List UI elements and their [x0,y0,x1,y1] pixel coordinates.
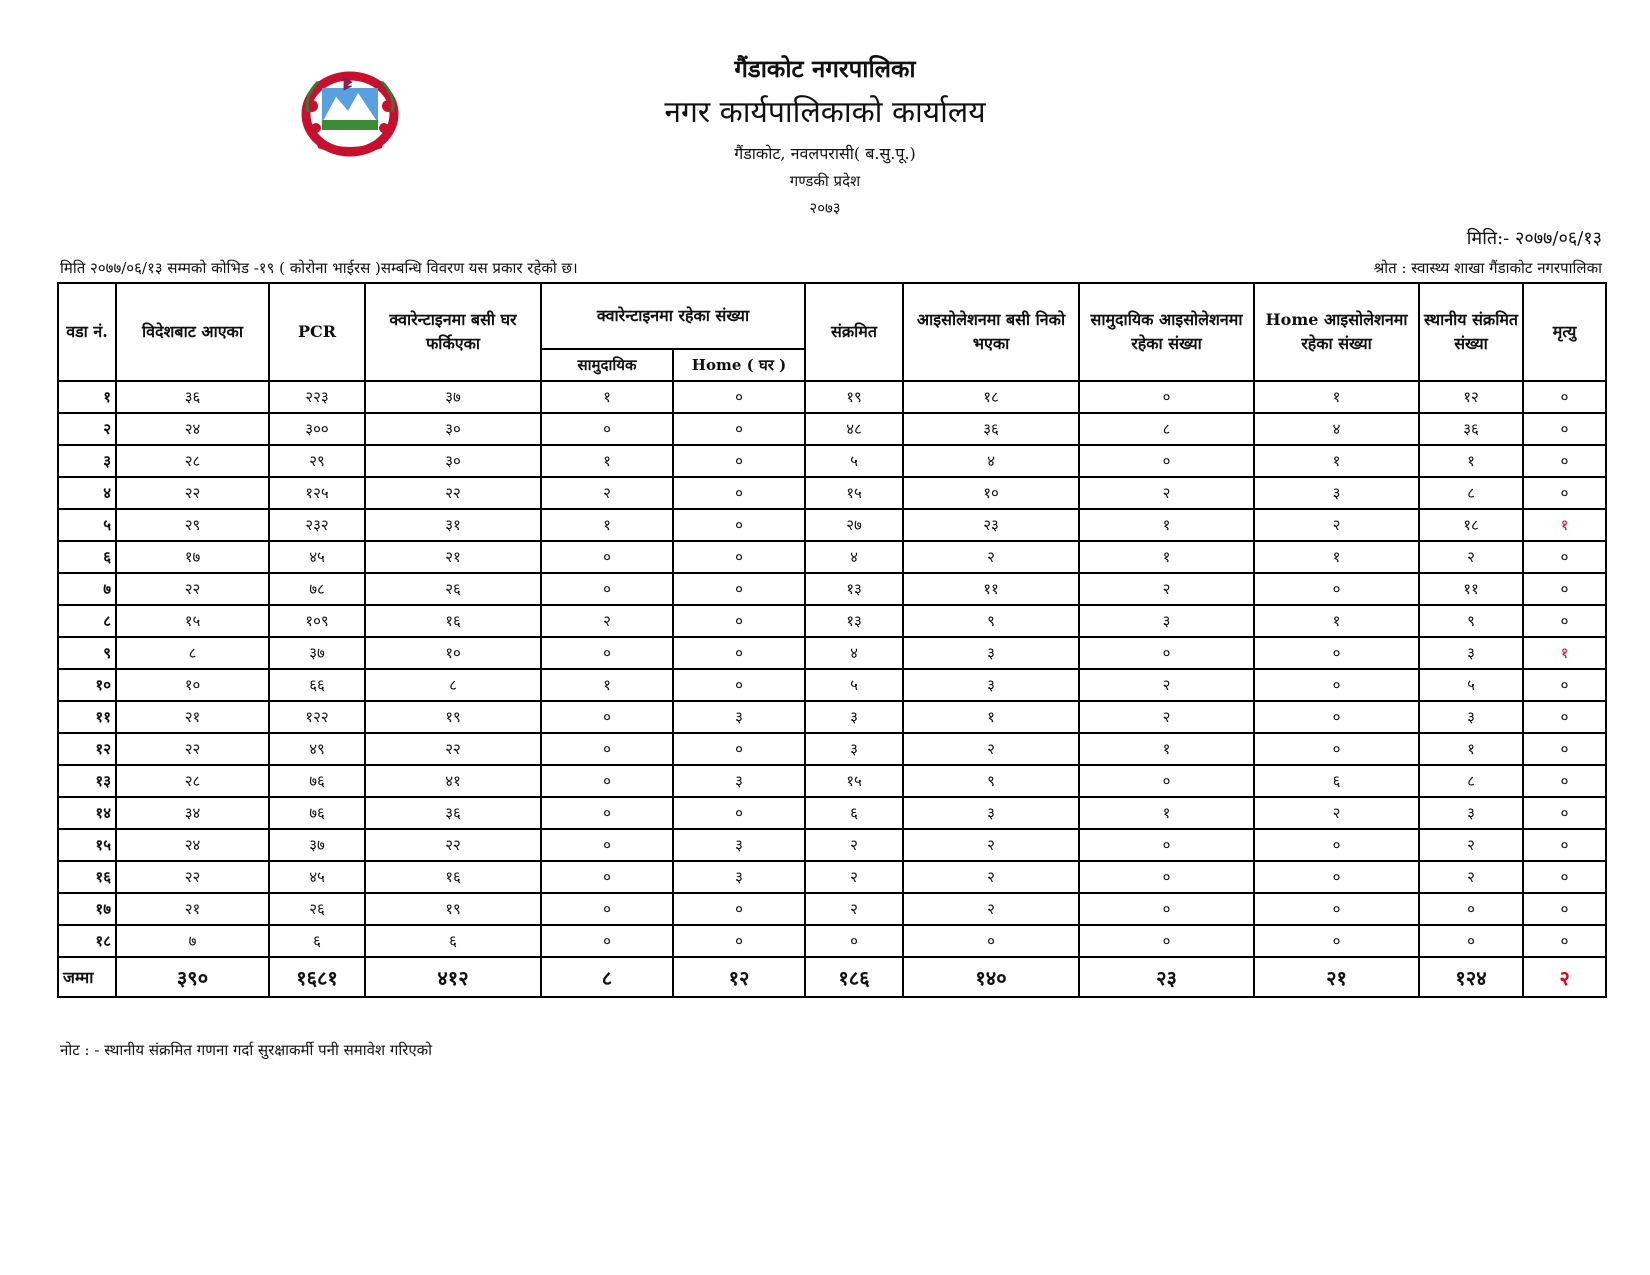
table-cell: ३ [1419,637,1523,669]
table-cell: ८ [1079,413,1254,445]
total-cell: १६८१ [269,957,365,997]
table-cell: ० [1254,637,1419,669]
table-cell: ३ [903,637,1079,669]
table-cell: ० [1079,381,1254,413]
table-cell: ८ [365,669,541,701]
table-cell: २२ [365,477,541,509]
municipality-name: गैंडाकोट नगरपालिका [734,54,916,83]
col-header-community: सामुदायिक [541,349,673,381]
table-cell: २१ [116,701,269,733]
table-cell: ० [673,605,805,637]
table-row [58,733,1606,765]
table-cell: २८ [116,445,269,477]
table-cell: ४८ [805,413,903,445]
death-cell: ० [1523,573,1606,605]
table-cell: ३४ [116,797,269,829]
death-cell: ० [1523,893,1606,925]
total-cell: ४१२ [365,957,541,997]
table-cell: १ [1254,541,1419,573]
table-cell: २९ [116,509,269,541]
table-cell: १२२ [269,701,365,733]
table-cell: २ [1419,861,1523,893]
table-cell: ० [673,637,805,669]
table-cell: ० [673,381,805,413]
table-cell: १ [1079,541,1254,573]
table-cell: ० [673,797,805,829]
report-date: मिति:- २०७७/०६/१३ [1466,228,1602,249]
table-cell: २२ [116,573,269,605]
table-cell: ० [541,765,673,797]
report-intro: मिति २०७७/०६/१३ सम्मको कोभिड -१९ ( कोरोना भाईरस )सम्बन्धि विवरण यस प्रकार रहेको छ। [60,259,578,277]
table-cell: २ [805,861,903,893]
table-cell: ८ [116,637,269,669]
table-cell: ० [1079,765,1254,797]
table-cell: ० [1254,701,1419,733]
table-cell: ० [673,445,805,477]
table-cell: ० [673,477,805,509]
table-cell: १ [1419,733,1523,765]
table-cell: ३० [365,445,541,477]
table-cell: ६ [365,925,541,957]
table-cell: २३२ [269,509,365,541]
table-cell: २२ [365,733,541,765]
table-cell: ३ [1419,797,1523,829]
table-cell: २७ [805,509,903,541]
table-row [58,509,1606,541]
table-cell: ७६ [269,765,365,797]
table-cell: ८ [1419,477,1523,509]
table-cell: ० [541,733,673,765]
table-cell: ० [673,541,805,573]
total-cell: २३ [1079,957,1254,997]
table-cell: २ [903,893,1079,925]
table-row [58,445,1606,477]
table-cell: २ [1419,541,1523,573]
death-cell: ० [1523,541,1606,573]
col-header-in-quarantine: क्वारेन्टाइनमा रहेका संख्या [541,283,805,349]
table-row [58,765,1606,797]
table-cell: ० [1254,861,1419,893]
table-row [58,477,1606,509]
table-cell: २ [1079,573,1254,605]
table-cell: ३७ [269,637,365,669]
death-cell: ० [1523,381,1606,413]
table-cell: ३ [903,797,1079,829]
table-cell: ३७ [365,381,541,413]
table-row [58,541,1606,573]
footnote: नोट : - स्थानीय संक्रमित गणना गर्दा सुरक्षाकर्मी पनी समावेश गरिएको [60,1041,433,1059]
table-cell: ३ [673,861,805,893]
ward-cell: १७ [58,893,116,925]
table-cell: १७ [116,541,269,573]
table-cell: ३६ [365,797,541,829]
total-cell: ३९० [116,957,269,997]
table-cell: ११ [1419,573,1523,605]
table-row [58,605,1606,637]
table-cell: ० [541,861,673,893]
col-header-returned-home: क्वारेन्टाइनमा बसी घर फर्किएका [365,283,541,381]
death-cell: ० [1523,925,1606,957]
table-cell: २४ [116,413,269,445]
table-cell: ८ [1419,765,1523,797]
death-cell: ० [1523,765,1606,797]
col-header-ward: वडा नं. [58,283,116,381]
table-cell: ६६ [269,669,365,701]
ward-cell: ७ [58,573,116,605]
table-row [58,893,1606,925]
table-cell: १ [541,445,673,477]
ward-cell: १४ [58,797,116,829]
table-cell: १९ [805,381,903,413]
table-cell: ० [1079,925,1254,957]
table-cell: १० [116,669,269,701]
table-cell: ३७ [269,829,365,861]
table-cell: २२ [116,733,269,765]
table-cell: ५ [1419,669,1523,701]
table-cell: १ [1419,445,1523,477]
table-row [58,925,1606,957]
table-cell: १ [903,701,1079,733]
office-title: नगर कार्यपालिकाको कार्यालय [664,95,986,130]
death-cell: ० [1523,797,1606,829]
table-cell: ० [541,541,673,573]
table-cell: १ [541,381,673,413]
table-cell: १८ [1419,509,1523,541]
table-cell: ३ [1254,477,1419,509]
data-source: श्रोत : स्वास्थ्य शाखा गैंडाकोट नगरपालिका [1373,259,1602,277]
table-cell: ७ [116,925,269,957]
table-cell: ३ [673,765,805,797]
table-row [58,829,1606,861]
table-cell: १८ [903,381,1079,413]
col-header-home-isolation: Home आइसोलेशनमा रहेका संख्या [1254,283,1419,381]
table-cell: ० [673,733,805,765]
table-cell: ३ [673,701,805,733]
covid-ward-table [57,282,1607,998]
table-cell: ३ [1079,605,1254,637]
table-cell: ० [903,925,1079,957]
table-row [58,797,1606,829]
table-cell: ३ [1419,701,1523,733]
table-cell: ० [541,573,673,605]
table-cell: १० [903,477,1079,509]
table-cell: ० [541,637,673,669]
ward-cell: १० [58,669,116,701]
table-cell: ० [673,669,805,701]
established-year: २०७३ [809,199,841,217]
province-name: गण्डकी प्रदेश [789,172,861,190]
ward-cell: ४ [58,477,116,509]
death-cell: ० [1523,669,1606,701]
table-cell: १ [1079,509,1254,541]
death-cell: १ [1523,509,1606,541]
table-row [58,573,1606,605]
table-cell: ० [1254,669,1419,701]
ward-cell: ११ [58,701,116,733]
table-cell: ९ [903,765,1079,797]
table-cell: ३६ [116,381,269,413]
table-cell: ४ [805,637,903,669]
table-cell: १२५ [269,477,365,509]
table-cell: ४ [1254,413,1419,445]
table-cell: १९ [365,701,541,733]
table-cell: ० [673,413,805,445]
ward-cell: ५ [58,509,116,541]
table-cell: २८ [116,765,269,797]
table-cell: ० [541,829,673,861]
table-cell: ११ [903,573,1079,605]
table-cell: ४ [805,541,903,573]
table-cell: ० [1254,733,1419,765]
table-cell: ० [1254,925,1419,957]
table-cell: ५ [805,445,903,477]
table-cell: ० [805,925,903,957]
col-header-recovered: आइसोलेशनमा बसी निको भएका [903,283,1079,381]
table-cell: ० [541,701,673,733]
total-cell: १२ [673,957,805,997]
table-cell: ३०० [269,413,365,445]
nepal-emblem-logo [296,66,404,162]
table-cell: ३ [903,669,1079,701]
table-cell: १ [1079,797,1254,829]
table-cell: ३६ [1419,413,1523,445]
table-cell: ० [541,797,673,829]
table-cell: १९ [365,893,541,925]
death-cell: ० [1523,733,1606,765]
table-cell: ० [541,413,673,445]
table-cell: २ [805,893,903,925]
table-cell: ० [1079,861,1254,893]
death-cell: ० [1523,605,1606,637]
table-cell: ४५ [269,861,365,893]
table-cell: ३ [805,733,903,765]
table-cell: २ [1079,701,1254,733]
table-cell: २ [1254,797,1419,829]
ward-cell: १८ [58,925,116,957]
death-cell: ० [1523,413,1606,445]
ward-cell: १६ [58,861,116,893]
table-cell: ९ [903,605,1079,637]
table-cell: २१ [116,893,269,925]
table-cell: ० [1419,893,1523,925]
table-cell: १० [365,637,541,669]
table-cell: ० [1419,925,1523,957]
col-header-pcr: PCR [269,283,365,381]
total-death-cell: २ [1523,957,1606,997]
ward-cell: २ [58,413,116,445]
table-row [58,413,1606,445]
totals-label: जम्मा [58,957,116,997]
table-cell: ३१ [365,509,541,541]
table-cell: ४५ [269,541,365,573]
table-cell: ० [1254,573,1419,605]
table-cell: १६ [365,861,541,893]
table-cell: ० [541,893,673,925]
table-row [58,701,1606,733]
table-cell: १ [1254,445,1419,477]
table-cell: ० [1079,637,1254,669]
table-cell: २ [1079,669,1254,701]
table-cell: २६ [269,893,365,925]
table-row [58,861,1606,893]
col-header-abroad: विदेशबाट आएका [116,283,269,381]
table-cell: ० [673,893,805,925]
ward-cell: ६ [58,541,116,573]
table-cell: ३० [365,413,541,445]
table-cell: ० [673,509,805,541]
table-cell: १०९ [269,605,365,637]
death-cell: ० [1523,829,1606,861]
table-cell: २ [1079,477,1254,509]
death-cell: ० [1523,701,1606,733]
table-cell: १६ [365,605,541,637]
table-cell: २ [903,733,1079,765]
table-cell: ० [1254,829,1419,861]
table-cell: ० [541,925,673,957]
table-cell: ६ [1254,765,1419,797]
table-cell: ० [673,573,805,605]
ward-cell: ८ [58,605,116,637]
table-cell: २ [541,477,673,509]
table-row [58,669,1606,701]
table-cell: ४१ [365,765,541,797]
col-header-infected: संक्रमित [805,283,903,381]
table-cell: १५ [805,765,903,797]
table-cell: ७८ [269,573,365,605]
col-header-local-infected: स्थानीय संक्रमित संख्या [1419,283,1523,381]
total-cell: ८ [541,957,673,997]
death-cell: ० [1523,445,1606,477]
table-cell: १ [541,509,673,541]
table-cell: १३ [805,605,903,637]
table-cell: ० [1079,893,1254,925]
total-cell: १२४ [1419,957,1523,997]
ward-cell: १३ [58,765,116,797]
table-cell: २२ [116,477,269,509]
table-cell: १३ [805,573,903,605]
table-cell: २ [903,541,1079,573]
office-address: गैंडाकोट, नवलपरासी( ब.सु.पू.) [734,144,916,163]
table-cell: २ [1254,509,1419,541]
table-cell: १२ [1419,381,1523,413]
total-cell: १८६ [805,957,903,997]
table-cell: २२ [365,829,541,861]
death-cell: १ [1523,637,1606,669]
table-cell: ९ [1419,605,1523,637]
total-cell: २१ [1254,957,1419,997]
table-cell: ४९ [269,733,365,765]
table-cell: २ [903,861,1079,893]
table-cell: ४ [903,445,1079,477]
table-cell: ० [1079,829,1254,861]
table-cell: २९ [269,445,365,477]
table-cell: ३ [805,701,903,733]
table-cell: ६ [805,797,903,829]
table-cell: २१ [365,541,541,573]
table-cell: ० [1079,445,1254,477]
table-cell: १ [541,669,673,701]
ward-cell: १२ [58,733,116,765]
table-cell: ० [1254,893,1419,925]
table-cell: ० [673,925,805,957]
table-cell: ६ [269,925,365,957]
table-cell: २२३ [269,381,365,413]
table-cell: २३ [903,509,1079,541]
table-cell: १५ [116,605,269,637]
table-cell: २ [903,829,1079,861]
ward-cell: ३ [58,445,116,477]
table-cell: २६ [365,573,541,605]
table-cell: १५ [805,477,903,509]
ward-cell: १५ [58,829,116,861]
table-cell: १ [1079,733,1254,765]
table-cell: २ [541,605,673,637]
col-header-community-isolation: सामुदायिक आइसोलेशनमा रहेका संख्या [1079,283,1254,381]
total-cell: १४० [903,957,1079,997]
table-cell: ५ [805,669,903,701]
table-cell: १ [1254,381,1419,413]
col-header-home: Home ( घर ) [673,349,805,381]
table-cell: ३६ [903,413,1079,445]
table-cell: १ [1254,605,1419,637]
table-cell: ७६ [269,797,365,829]
table-cell: २ [805,829,903,861]
totals-row [58,957,1606,997]
ward-cell: ९ [58,637,116,669]
table-cell: २ [1419,829,1523,861]
table-cell: २४ [116,829,269,861]
table-row [58,381,1606,413]
table-cell: ३ [673,829,805,861]
col-header-death: मृत्यु [1523,283,1606,381]
ward-cell: १ [58,381,116,413]
table-row [58,637,1606,669]
death-cell: ० [1523,861,1606,893]
table-cell: २२ [116,861,269,893]
death-cell: ० [1523,477,1606,509]
